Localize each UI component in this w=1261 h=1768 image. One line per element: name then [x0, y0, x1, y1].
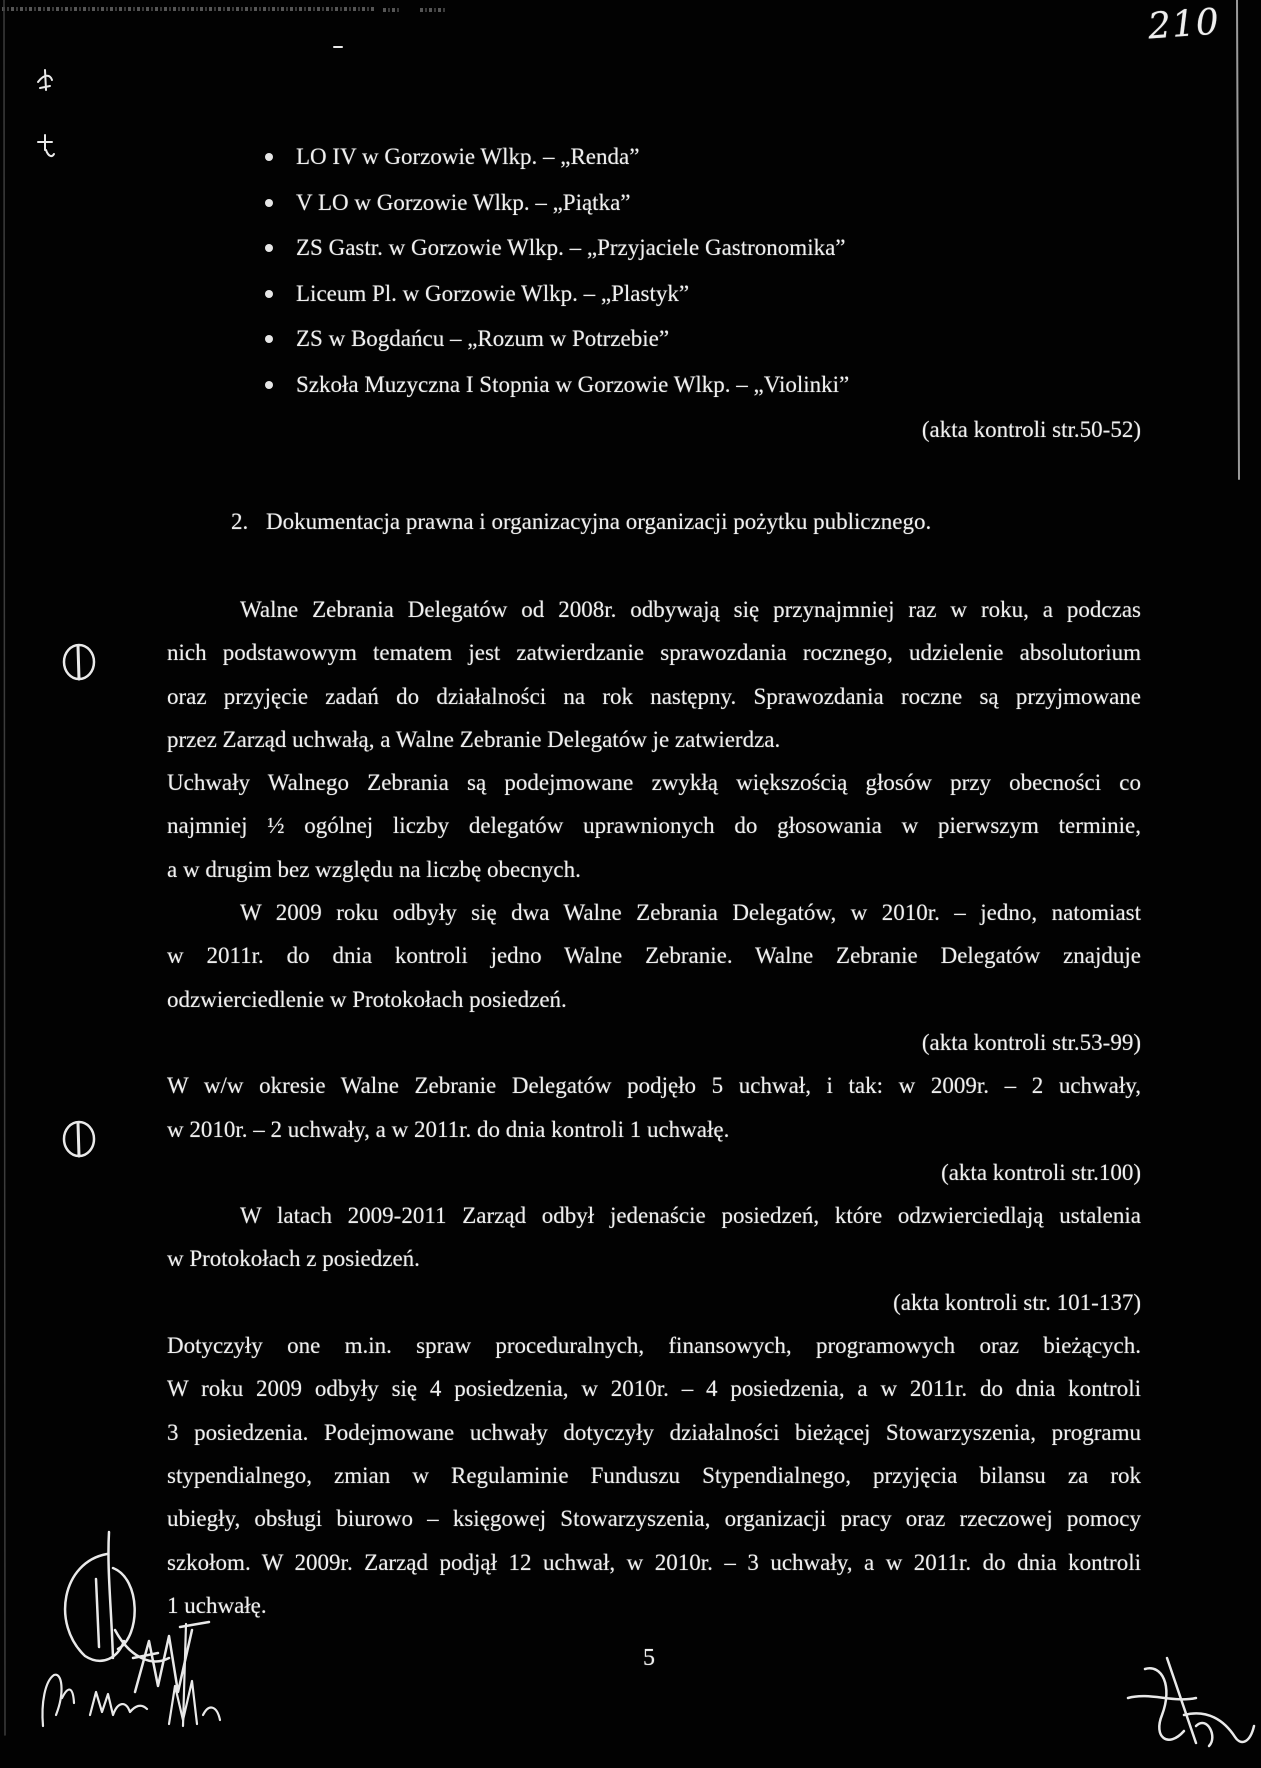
- list-item-text: ZS Gastr. w Gorzowie Wlkp. – „Przyjaciele Gastronomika”: [296, 235, 846, 260]
- signature-right: [1128, 1658, 1254, 1746]
- file-reference: (akta kontroli str.53-99): [921, 1029, 1141, 1055]
- handwritten-page-number: 210: [1146, 1, 1222, 48]
- list-item-text: Szkoła Muzyczna I Stopnia w Gorzowie Wlkp. – „Violinki”: [296, 371, 850, 397]
- paragraph-line: szkołom. W 2009r. Zarząd podjął 12 uchwał, w 2010r. – 3 uchwały, a w 2011r. do dnia kontroli: [167, 1549, 1141, 1575]
- file-reference: (akta kontroli str.100): [941, 1159, 1141, 1185]
- document-body: [167, 588, 1141, 1627]
- bullet-icon: [265, 199, 273, 207]
- signature-left-zigzag: [133, 1622, 209, 1692]
- paragraph-line: przez Zarząd uchwałą, a Walne Zebranie Delegatów je zatwierdza.: [167, 726, 781, 752]
- list-item-text: Liceum Pl. w Gorzowie Wlkp. – „Plastyk”: [296, 280, 690, 306]
- list-item: [265, 362, 849, 408]
- list-item: [265, 225, 849, 271]
- list-item: [265, 134, 849, 180]
- margin-mark-second: [38, 135, 54, 156]
- paragraph-line: stypendialnego, zmian w Regulaminie Funduszu Stypendialnego, przyjęcia bilansu za rok: [167, 1462, 1141, 1488]
- list-item-text: V LO w Gorzowie Wlkp. – „Piątka”: [296, 189, 631, 215]
- paragraph-line: w Protokołach z posiedzeń.: [167, 1246, 420, 1272]
- paragraph-line: 3 posiedzenia. Podejmowane uchwały dotyczyły działalności bieżącej Stowarzyszenia, programu: [167, 1419, 1141, 1445]
- paragraph-line: w 2010r. – 2 uchwały, a w 2011r. do dnia kontroli 1 uchwałę.: [167, 1116, 730, 1142]
- list-item-text: LO IV w Gorzowie Wlkp. – „Renda”: [296, 144, 640, 169]
- bullet-icon: [265, 381, 273, 389]
- margin-mark-top: [38, 70, 52, 90]
- paragraph-line: 1 uchwałę.: [167, 1592, 267, 1618]
- paragraph-line: W w/w okresie Walne Zebranie Delegatów podjęło 5 uchwał, i tak: w 2009r. – 2 uchwały,: [167, 1073, 1141, 1099]
- scan-left-edge-line: [4, 0, 5, 1735]
- paragraph-line: Uchwały Walnego Zebrania są podejmowane zwykłą większością głosów przy obecności co: [167, 770, 1141, 796]
- page-number: 5: [643, 1645, 655, 1671]
- paragraph-line: oraz przyjęcie zadań do działalności na rok następny. Sprawozdania roczne są przyjmowane: [167, 683, 1141, 709]
- file-reference: (akta kontroli str. 101-137): [893, 1289, 1141, 1315]
- section-heading: [231, 500, 931, 544]
- paragraph-line: ubiegły, obsługi biurowo – księgowej Stowarzyszenia, organizacji pracy oraz rzeczowej pomocy: [167, 1506, 1141, 1532]
- paragraph-line: Walne Zebrania Delegatów od 2008r. odbywają się przynajmniej raz w roku, a podczas: [240, 597, 1141, 622]
- bullet-icon: [265, 153, 273, 161]
- paragraph-line: a w drugim bez względu na liczbę obecnych.: [167, 856, 581, 882]
- schools-file-reference: (akta kontroli str.50-52): [921, 417, 1141, 442]
- schools-list: [265, 134, 849, 407]
- paragraph-line: odzwierciedlenie w Protokołach posiedzeń.: [167, 986, 567, 1012]
- punch-hole-icon-upper: [64, 645, 94, 679]
- punch-hole-icon-lower: [64, 1122, 94, 1156]
- bullet-icon: [265, 335, 273, 343]
- bullet-icon: [265, 244, 273, 252]
- list-item-text: ZS w Bogdańcu – „Rozum w Potrzebie”: [296, 326, 670, 351]
- paragraph-line: Dotyczyły one m.in. spraw proceduralnych, finansowych, programowych oraz bieżących.: [167, 1333, 1141, 1359]
- paragraph-line: najmniej ½ ogólnej liczby delegatów uprawnionych do głosowania w pierwszym terminie,: [167, 813, 1141, 839]
- paragraph-line: w 2011r. do dnia kontroli jedno Walne Zebranie. Walne Zebranie Delegatów znajduje: [167, 943, 1141, 969]
- list-item: [265, 180, 849, 226]
- bullet-icon: [265, 290, 273, 298]
- section-title: Dokumentacja prawna i organizacyjna organizacji pożytku publicznego.: [266, 509, 932, 534]
- paragraph-line: W latach 2009-2011 Zarząd odbył jedenaście posiedzeń, które odzwierciedlają ustalenia: [240, 1203, 1141, 1229]
- paragraph-line: nich podstawowym tematem jest zatwierdzanie sprawozdania rocznego, udzielenie absolutorium: [167, 640, 1141, 666]
- paragraph-line: W 2009 roku odbyły się dwa Walne Zebrania Delegatów, w 2010r. – jedno, natomiast: [240, 900, 1141, 926]
- section-number: 2.: [231, 509, 249, 534]
- signature-left-bottom: [42, 1624, 220, 1726]
- scan-right-edge-line: [1237, 0, 1239, 479]
- list-item: [265, 271, 849, 317]
- paragraph-line: W roku 2009 odbyły się 4 posiedzenia, w 2010r. – 4 posiedzenia, a w 2011r. do dnia kontroli: [167, 1376, 1141, 1402]
- signature-left-loop: [65, 1532, 169, 1661]
- list-item: [265, 316, 849, 362]
